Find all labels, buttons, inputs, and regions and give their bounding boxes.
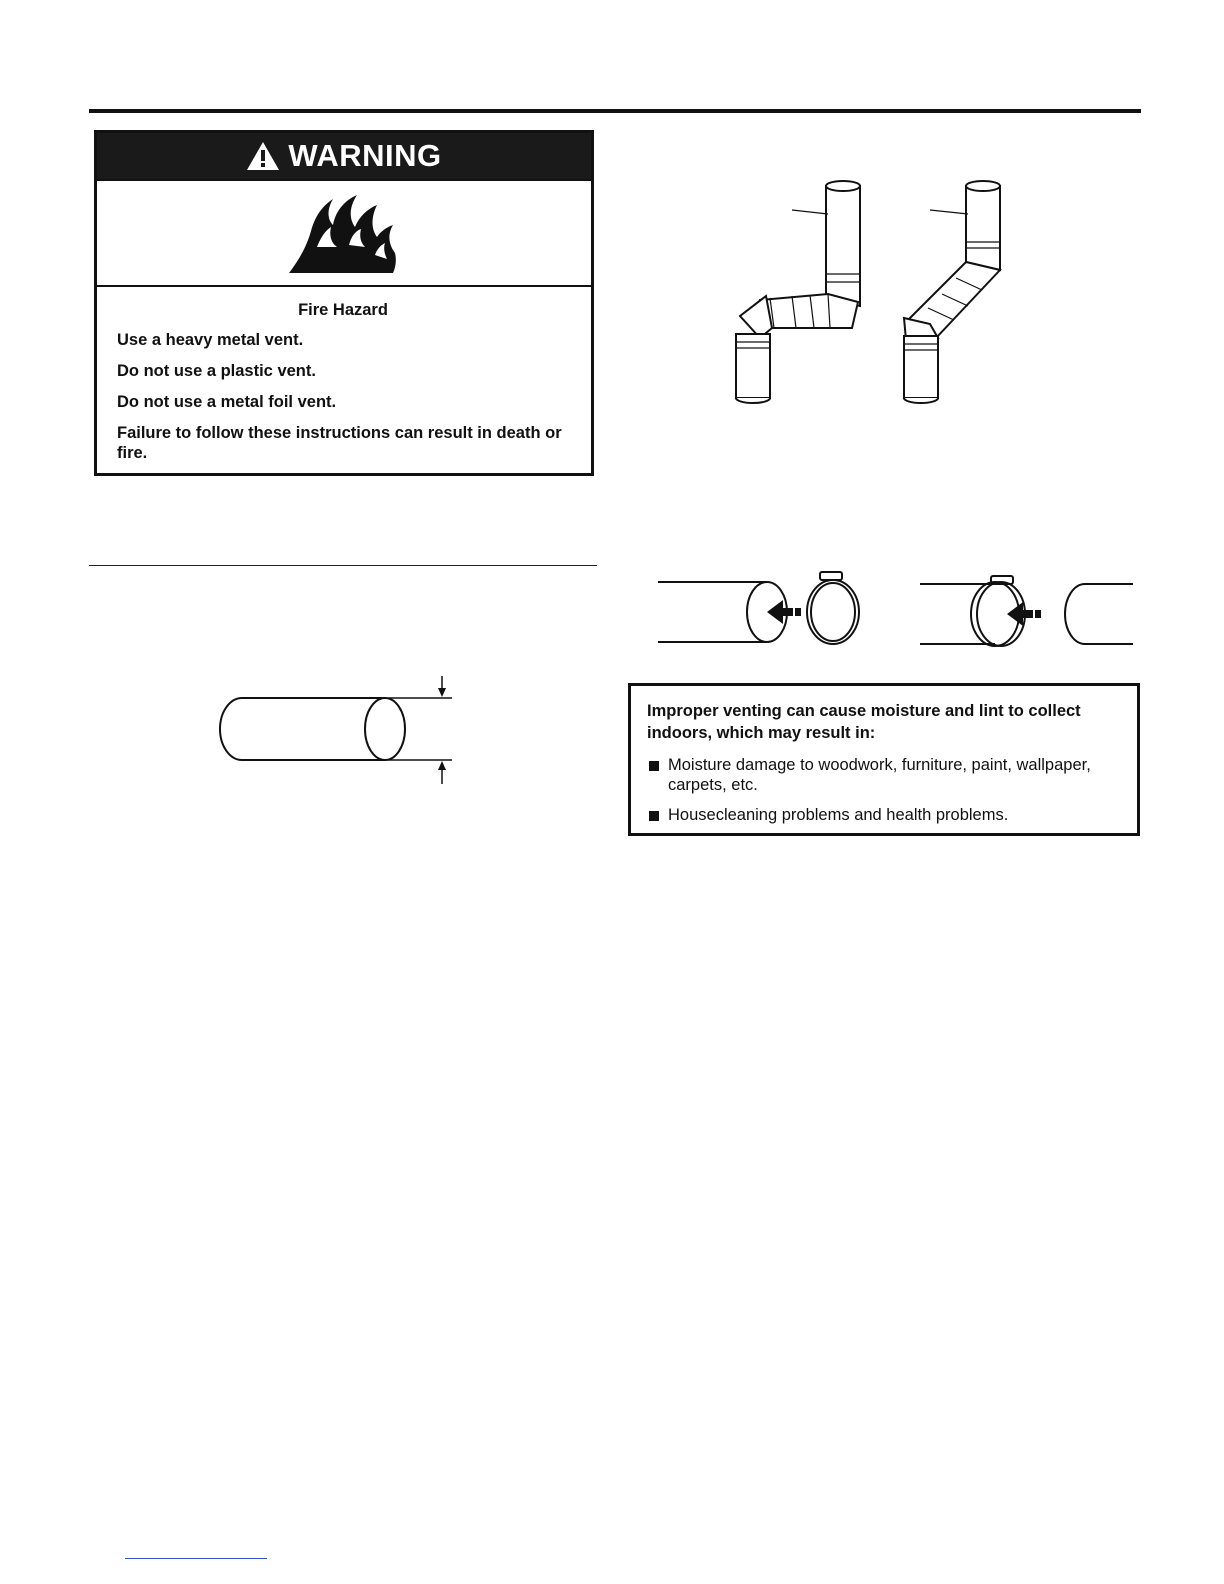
vent-diameter-diagram (210, 668, 460, 790)
improper-venting-notice (628, 683, 1140, 836)
warning-text (97, 287, 591, 463)
top-divider (89, 109, 1141, 113)
warning-header (97, 133, 591, 179)
section-divider (89, 565, 597, 566)
list-item (647, 805, 1127, 825)
bullet-square-icon (649, 761, 659, 771)
fire-symbol-panel (97, 179, 591, 287)
notice-lead: Improper venting can cause moisture and lint to collect indoors, which may result in: (647, 702, 1081, 742)
warning-title: WARNING (288, 138, 442, 173)
warning-line: Do not use a plastic vent. (117, 362, 316, 380)
list-item (647, 755, 1127, 795)
vent-elbow-diagram (720, 178, 1040, 406)
warning-triangle-icon (246, 141, 280, 171)
link-underline[interactable] (125, 1558, 267, 1559)
fire-icon (287, 191, 399, 275)
warning-line: Failure to follow these instructions can result in death or fire. (117, 424, 562, 462)
warning-line: Use a heavy metal vent. (117, 331, 304, 349)
vent-clamp-diagram (655, 570, 1140, 652)
fire-hazard-warning (94, 130, 594, 476)
notice-item-text: Housecleaning problems and health problems. (668, 806, 1009, 824)
warning-line: Do not use a metal foil vent. (117, 393, 337, 411)
bullet-square-icon (649, 811, 659, 821)
notice-item-text: Moisture damage to woodwork, furniture, paint, wallpaper, carpets, etc. (668, 756, 1091, 794)
hazard-title: Fire Hazard (298, 301, 388, 319)
